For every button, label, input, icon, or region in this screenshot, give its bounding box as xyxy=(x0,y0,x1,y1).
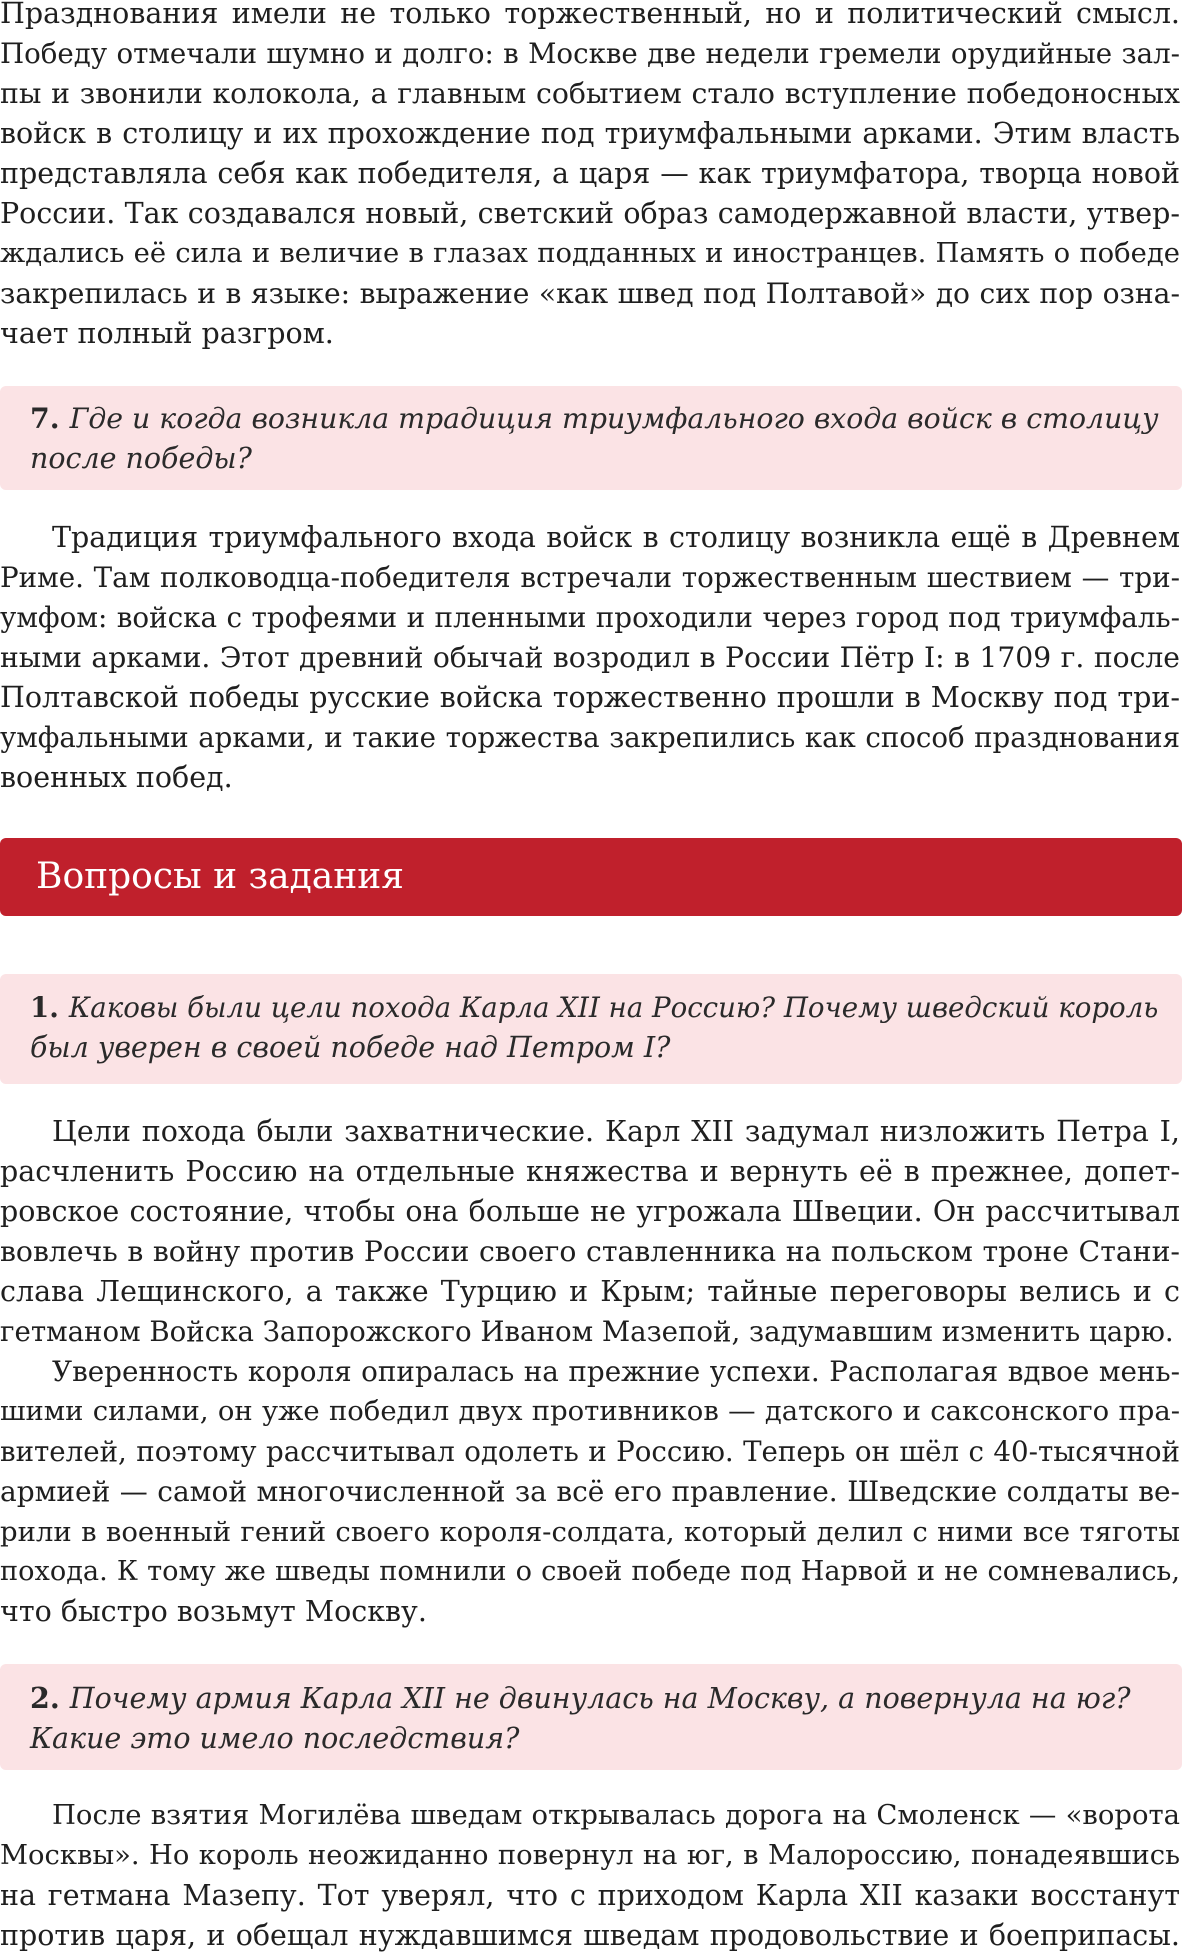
paragraph-campaign-goals xyxy=(0,1112,1180,1352)
section-title: Вопросы и задания xyxy=(36,856,404,897)
text-line: расчленить Россию на отдельные княжества и вернуть её в прежнее, допет- xyxy=(0,1155,1180,1188)
paragraph-turn-south xyxy=(0,1796,1180,1954)
text-line: закрепилась и в языке: выражение «как швед под Полтавой» до сих пор озна- xyxy=(0,277,1180,310)
text-line: России. Так создавался новый, светский образ самодержавной власти, утвер- xyxy=(0,197,1180,230)
text-line: чает полный разгром. xyxy=(0,317,334,350)
text-line: представляла себя как победителя, а царя — как триумфатора, творца новой xyxy=(0,157,1180,190)
question-line: Какие это имело последствия? xyxy=(30,1722,520,1755)
question-2-box xyxy=(0,1664,1182,1770)
text-line: Москвы». Но король неожиданно повернул на юг, в Малороссию, понадеявшись xyxy=(0,1840,1180,1871)
text-line: умфальными арками, и такие торжества закрепились как способ празднования xyxy=(0,721,1180,754)
paragraph-celebrations xyxy=(0,0,1180,354)
text-line: ными арками. Этот древний обычай возродил в России Пётр I: в 1709 г. после xyxy=(0,641,1180,674)
question-number: 7. xyxy=(30,401,60,435)
text-line: армией — самой многочисленной за всё его правление. Шведские солдаты ве- xyxy=(0,1475,1180,1508)
text-line: вителей, поэтому рассчитывал одолеть и Россию. Теперь он шёл с 40-тысячной xyxy=(0,1435,1180,1468)
paragraph-triumph-tradition xyxy=(0,518,1180,798)
text-line: вовлечь в войну против России своего ставленника на польском троне Стани- xyxy=(0,1235,1180,1268)
text-line: военных побед. xyxy=(0,761,233,794)
question-line: 1. Каковы были цели похода Карла XII на Россию? Почему шведский король xyxy=(30,991,1159,1024)
question-line: 2. Почему армия Карла XII не двинулась на Москву, а повернула на юг? xyxy=(30,1681,1131,1715)
text-line: После взятия Могилёва шведам открывалась дорога на Смоленск — «ворота xyxy=(52,1800,1180,1831)
text-line: похода. К тому же шведы помнили о своей победе под Нарвой и не сомневались, xyxy=(0,1556,1180,1587)
question-line: был уверен в своей победе над Петром I? xyxy=(30,1031,671,1064)
text-line: Риме. Там полководца-победителя встречали торжественным шествием — три- xyxy=(0,561,1180,594)
text-line: Цели похода были захватнические. Карл XII задумал низложить Петра I, xyxy=(52,1115,1180,1148)
question-number: 1. xyxy=(30,991,59,1024)
text-line: Традиция триумфального входа войск в столицу возникла ещё в Древнем xyxy=(52,521,1180,554)
paragraph-king-confidence xyxy=(0,1352,1180,1632)
text-line: Уверенность короля опиралась на прежние успехи. Располагая вдвое мень- xyxy=(52,1355,1180,1388)
question-7-box xyxy=(0,386,1182,490)
text-line: Победу отмечали шумно и долго: в Москве две недели гремели орудийные зал- xyxy=(0,37,1180,70)
text-line: шими силами, он уже победил двух противников — датского и саксонского пра- xyxy=(0,1396,1180,1427)
question-line: после победы? xyxy=(30,442,252,475)
section-header xyxy=(0,838,1182,916)
question-line: 7. Где и когда возникла традиция триумфального входа войск в столицу xyxy=(30,401,1159,435)
text-line: что быстро возьмут Москву. xyxy=(0,1595,427,1628)
question-1-box xyxy=(0,974,1182,1084)
text-line: пы и звонили колокола, а главным событием стало вступление победоносных xyxy=(0,77,1180,110)
text-line: ждались её сила и величие в глазах подданных и иностранцев. Память о победе xyxy=(0,238,1180,269)
text-line: против царя, и обещал нуждавшимся шведам продовольствие и боеприпасы. xyxy=(0,1919,1180,1952)
text-line: рили в военный гений своего короля-солдата, который делил с ними все тяготы xyxy=(0,1516,1180,1548)
text-line: Полтавской победы русские войска торжественно прошли в Москву под три- xyxy=(0,681,1180,714)
text-line: умфом: войска с трофеями и пленными проходили через город под триумфаль- xyxy=(0,601,1180,634)
question-number: 2. xyxy=(30,1681,60,1715)
text-line: Празднования имели не только торжественный, но и политический смысл. xyxy=(0,0,1180,30)
text-line: войск в столицу и их прохождение под триумфальными арками. Этим власть xyxy=(0,117,1180,150)
text-line: ровское состояние, чтобы она больше не угрожала Швеции. Он рассчитывал xyxy=(0,1195,1180,1228)
text-line: гетманом Войска Запорожского Иваном Мазепой, задумавшим изменить царю. xyxy=(0,1315,1174,1348)
text-line: на гетмана Мазепу. Тот уверял, что с приходом Карла XII казаки восстанут xyxy=(0,1879,1180,1912)
text-line: слава Лещинского, а также Турцию и Крым; тайные переговоры велись и с xyxy=(0,1275,1180,1308)
